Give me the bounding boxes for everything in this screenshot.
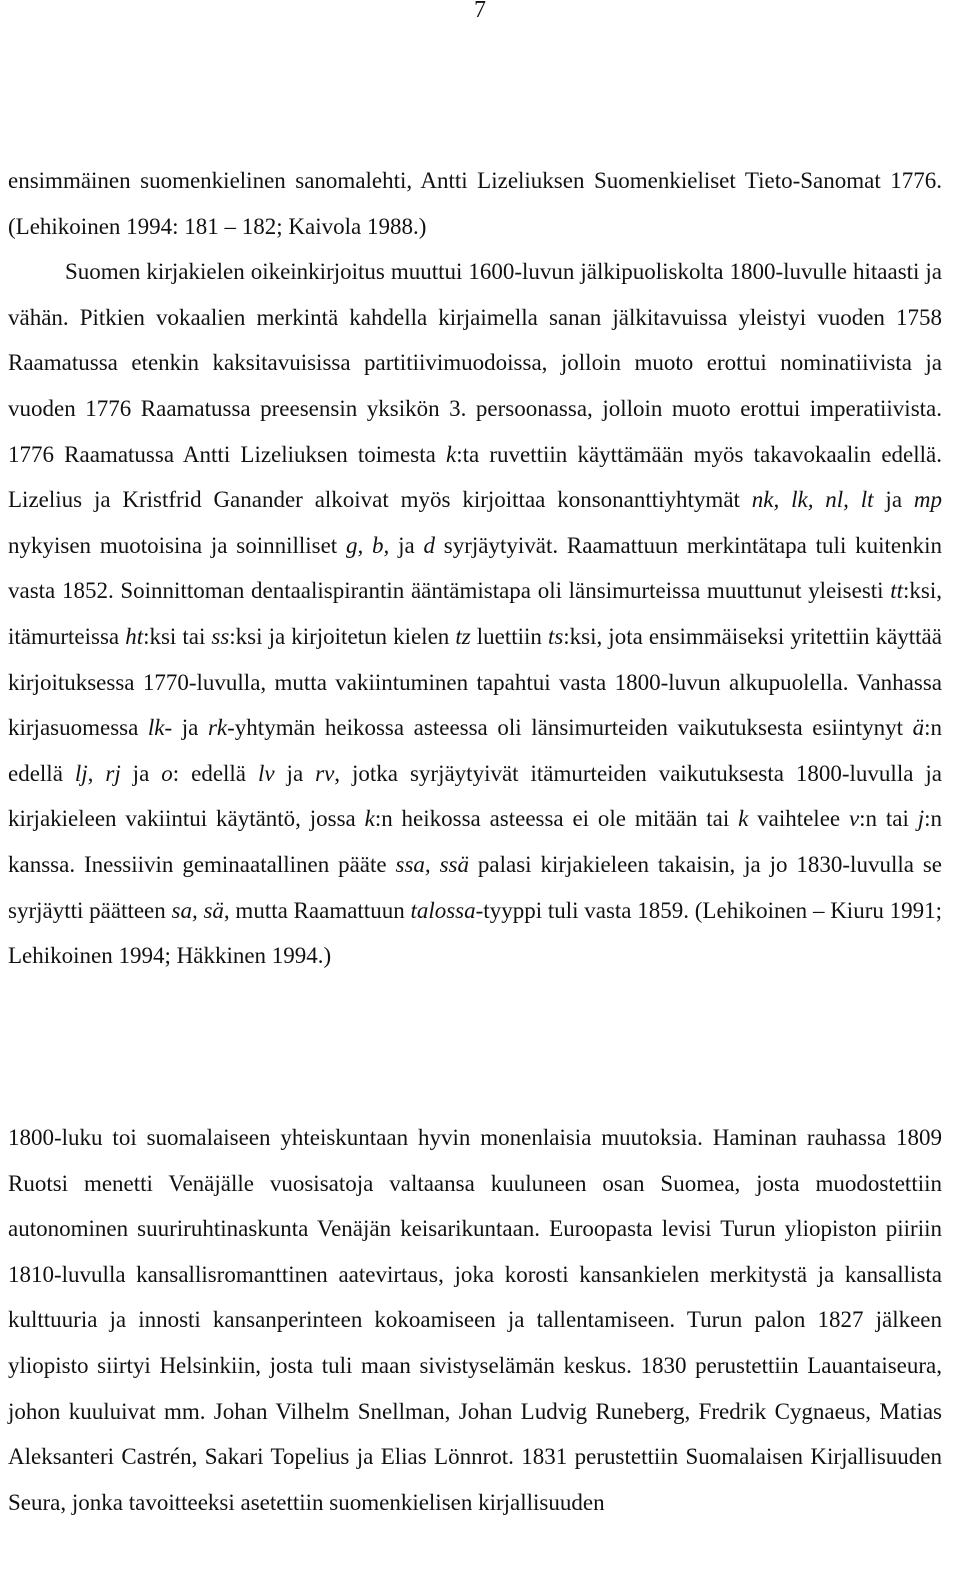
text-run: :ta ruvettiin käyttämään myös takavokaalin edellä. Lizelius ja Kristfrid Ganander alkoivat myös kirjoittaa konsonanttiyhtymät <box>8 441 942 513</box>
italic-term: k <box>738 806 749 832</box>
text-run: luettiin <box>470 623 548 649</box>
italic-term: lv <box>257 760 275 786</box>
italic-term: lj, rj <box>74 760 121 786</box>
text-run: palasi kirjakieleen takaisin, ja jo 1830-luvulla se syrjäytti päätteen <box>8 851 942 923</box>
page-number: 7 <box>474 0 486 23</box>
italic-term: rk <box>207 715 228 741</box>
text-run: :n kanssa. Inessiivin geminaatallinen pääte <box>8 806 942 877</box>
text-run: ensimmäinen suomenkielinen sanomalehti, Antti Lizeliuksen Suomenkieliset Tieto-Sanomat 1776. (Lehikoinen 1994: 181 – 182; Kaivola 1988.) <box>8 168 942 239</box>
text-run: -tyyppi tuli vasta 1859. (Lehikoinen – Kiuru 1991; Lehikoinen 1994; Häkkinen 1994.) <box>8 897 942 969</box>
italic-term: ts <box>547 623 564 649</box>
italic-term: ss <box>211 623 230 649</box>
italic-term: ht <box>125 623 144 649</box>
text-run: , mutta Raamattuun <box>223 897 411 923</box>
text-run: :ksi tai <box>143 623 212 649</box>
text-run: :ksi, jota ensimmäiseksi yritettiin käyttää kirjoituksessa 1770-luvulla, mutta vakiintuminen tapahtui vasta 1800-luvun alkupuolella. Vanhassa kirjasuomessa <box>8 623 942 741</box>
italic-term: tz <box>455 623 471 649</box>
text-run: :n edellä <box>8 715 942 786</box>
text-run: nykyisen muotoisina ja soinnilliset <box>8 532 346 558</box>
paragraph <box>8 1115 942 1525</box>
text-run: :n heikossa asteessa ei ole mitään tai <box>374 806 739 832</box>
paragraph <box>8 249 942 979</box>
text-run: syrjäytyivät. Raamattuun merkintätapa tuli kuitenkin vasta 1852. Soinnittoman dentaalispirantin ääntämistapa oli länsimurteissa muuttunut yleisesti <box>8 532 942 604</box>
italic-term: mp <box>913 487 943 513</box>
italic-term: o <box>161 760 173 786</box>
text-run: 1800-luku toi suomalaiseen yhteiskuntaan hyvin monenlaisia muutoksia. Haminan rauhassa 1809 Ruotsi menetti Venäjälle vuosisatoja valtaansa kuuluneen osan Suomea, josta muodostettiin autonominen suuriruhtinaskunta Venäjän keisarikuntaan. Euroopasta levisi Turun yliopiston piiriin 1810-luvulla kansallisromanttinen aatevirtaus, joka korosti kansankielen merkitystä ja kansallista kulttuuria ja innosti kansanperinteen kokoamiseen ja tallentamiseen. Turun palon 1827 jälkeen yliopisto siirtyi Helsinkiin, josta tuli maan sivistyselämän keskus. 1830 perustettiin Lauantaiseura, johon kuuluivat mm. Johan Vilhelm Snellman, Johan Ludvig Runeberg, Fredrik Cygnaeus, Matias Aleksanteri Castrén, Sakari Topelius ja Elias Lönnrot. 1831 perustettiin Suomalaisen Kirjallisuuden Seura, jonka tavoitteeksi asetettiin suomenkielisen kirjallisuuden <box>8 1125 942 1515</box>
text-run: :ksi, itämurteissa <box>8 578 942 649</box>
italic-term: j <box>917 806 925 832</box>
text-run: ja <box>274 760 316 786</box>
text-block-top <box>8 158 942 979</box>
text-run: ja <box>389 532 424 558</box>
text-run: ja <box>172 715 208 741</box>
italic-term: d <box>423 532 435 558</box>
italic-term: ä <box>912 715 925 741</box>
italic-term: k <box>364 806 375 832</box>
italic-term: lk- <box>147 715 173 741</box>
text-run: ja <box>120 760 162 786</box>
text-run: : edellä <box>172 760 258 786</box>
italic-term: tt <box>890 578 904 604</box>
text-run: :n tai <box>859 806 918 832</box>
text-run: vaihtelee <box>748 806 849 832</box>
text-run: , jotka syrjäytyivät itämurteiden vaikutuksesta 1800-luvulla ja kirjakieleen vakiintui käytäntö, jossa <box>8 760 942 832</box>
text-block-bottom <box>8 1115 942 1525</box>
text-run: Suomen kirjakielen oikeinkirjoitus muuttui 1600-luvun jälkipuoliskolta 1800-luvulle hitaasti ja vähän. Pitkien vokaalien merkintä kahdella kirjaimella sanan jälkitavuissa yleistyi vuoden 1758 Raamatussa etenkin kaksitavuisissa partitiivimuodoissa, jolloin muoto erottui nominatiivista ja vuoden 1776 Raamatussa preesensin yksikön 3. persoonassa, jolloin muoto erottui imperatiivista. 1776 Raamatussa Antti Lizeliuksen toimesta <box>8 259 942 467</box>
italic-term: v <box>848 806 860 832</box>
italic-term: rv <box>315 760 335 786</box>
italic-term: sa, sä <box>171 897 224 923</box>
italic-term: k <box>445 441 457 467</box>
italic-term: g, b, <box>345 532 390 558</box>
italic-term: nk, lk, nl, lt <box>751 487 874 513</box>
text-run: -yhtymän heikossa asteessa oli länsimurteiden vaikutuksesta esiintynyt <box>227 715 913 741</box>
text-run: ja <box>873 487 914 513</box>
italic-term: talossa <box>410 897 476 923</box>
text-run: :ksi ja kirjoitetun kielen <box>229 623 456 649</box>
italic-term: ssa, ssä <box>395 851 469 877</box>
paragraph <box>8 158 942 249</box>
